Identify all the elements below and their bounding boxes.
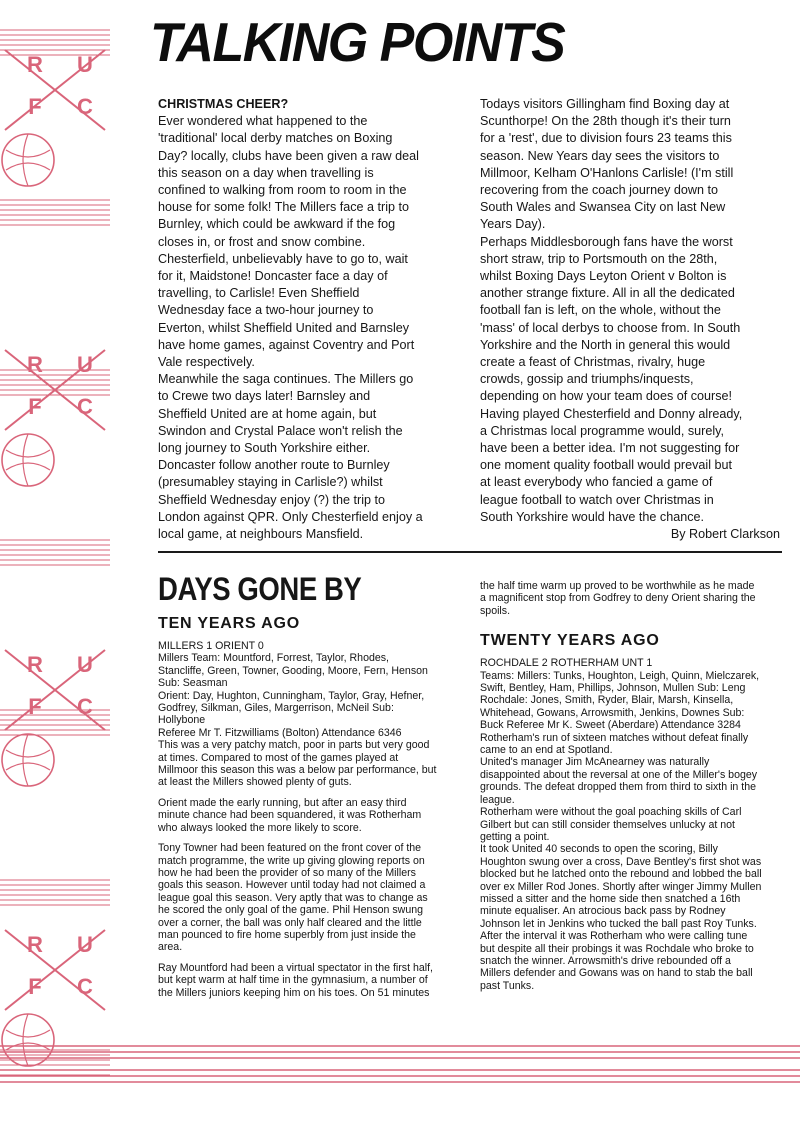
text-line: football fan is left, on the whole, without the [480, 303, 721, 318]
continued-paragraph: the half time warm up proved to be worthwhile as he made a magnificent stop from Godfrey to deny Orient sharing the spoils. [480, 580, 756, 617]
section-divider [158, 551, 782, 553]
text-line: season. New Years day sees the visitors to [480, 148, 720, 163]
text-line: for a 'rest', due to division fours 23 teams this [480, 131, 732, 146]
crest-pattern-svg [0, 0, 110, 1137]
crest-letter: R [27, 352, 43, 377]
text-line: local game, at neighbours Mansfield. [158, 527, 364, 542]
ten-years-ago-heading: TEN YEARS AGO [158, 615, 300, 632]
text-line: Perhaps Middlesborough fans have the worst [480, 234, 733, 249]
text-line: one moment quality football would prevail but [480, 458, 733, 473]
text-line: recovering from the coach journey down to [480, 183, 719, 198]
text-line: have home games, against Coventry and Port [158, 337, 415, 352]
text-line: Having played Chesterfield and Donny already, [480, 406, 743, 421]
crest-letter: U [77, 932, 93, 957]
crest-letter: R [27, 652, 43, 677]
text-line: Todays visitors Gillingham find Boxing day at [480, 97, 730, 111]
page-title: TALKING POINTS [150, 12, 565, 74]
text-line: Yorkshire and the North in general this would [480, 337, 731, 352]
text-line: Swindon and Crystal Palace won't relish the [158, 423, 403, 438]
text-line: house for some folk! The Millers face a trip to [158, 200, 410, 215]
ten-years-paragraph: Ray Mountford had been a virtual spectator in the first half, but kept warm at half time in the gymnasium, a number of the Millers juniors keeping him on his toes. On 51 minutes [158, 961, 433, 999]
text-line: London against QPR. Only Chesterfield enjoy a [158, 509, 423, 524]
text-line: Meanwhile the saga continues. The Millers go [158, 372, 414, 387]
text-line: Chesterfield, unbelievably have to go to, wait [158, 251, 408, 266]
crest-letter: R [27, 932, 43, 957]
crest-letter: U [77, 52, 93, 77]
text-line: Millmoor, Kelham O'Hanlons Carlisle! (I'm still [480, 165, 734, 180]
text-line: to Crewe two days later! Barnsley and [158, 389, 371, 404]
text-line: Years Day). [480, 217, 546, 232]
crest-letter: F [28, 974, 42, 999]
crest-letter: C [77, 394, 93, 419]
text-line: a Christmas local programme would, surely, [480, 423, 725, 438]
text-line: confined to walking from room to room in the [158, 183, 407, 198]
text-line: Day? locally, clubs have been given a raw deal [158, 148, 419, 163]
talking-points-left-text [158, 113, 460, 543]
crest-logo [2, 650, 105, 786]
text-line: Sheffield Wednesday enjoy (?) the trip to [158, 492, 386, 507]
text-line: at least everybody who fancied a game of [480, 475, 713, 490]
crest-logo [2, 50, 105, 186]
text-line: another strange fixture. All in all the dedicated [480, 286, 735, 301]
byline: By Robert Clarkson [670, 527, 780, 542]
crest-letter: C [77, 974, 93, 999]
section-heading: CHRISTMAS CHEER? [158, 97, 289, 111]
text-line: for it, Maidstone! Doncaster face a day of [158, 269, 388, 284]
crest-letter: F [28, 394, 42, 419]
twenty-years-ago-heading: TWENTY YEARS AGO [480, 632, 660, 650]
text-line: Vale respectively. [158, 355, 255, 370]
text-line: 'traditional' local derby matches on Boxing [158, 131, 393, 146]
talking-points-right-text [480, 96, 780, 526]
text-line: Ever wondered what happened to the [158, 114, 368, 129]
text-line: league football to watch over Christmas in [480, 492, 714, 507]
twenty-years-ago-column [480, 580, 772, 1000]
text-line: long journey to South Yorkshire either. [158, 441, 371, 456]
text-line: create a feast of Christmas, rivalry, huge [480, 355, 706, 370]
text-line: South Yorkshire would have the chance. [480, 509, 705, 524]
text-line: Doncaster follow another route to Burnley [158, 458, 390, 473]
ten-years-paragraph: MILLERS 1 ORIENT 0 Millers Team: Mountford, Forrest, Taylor, Rhodes, Stancliffe, Green, Towner, Gooding, Moore, Fern, Henson Sub: Seasman Orient: Day, Hughton, Cunningham, Taylor, Gray, Hefner, Godfrey, Silkman, Giles, Margerrison, McNeil Sub: Hollybone Referee Mr T. Fitzwilliams (Bolton) Attendance 6346 This was a very patchy match, poor in parts but very good at times. Compared to most of the games played at Millmoor this season this was a below par performance, but at least the Millers showed plenty of guts. [158, 640, 437, 789]
text-line: Scunthorpe! On the 28th though it's their turn [480, 114, 731, 129]
text-line: Burnley, which could be awkward if the fog [158, 217, 396, 232]
text-line: Sheffield United are at home again, but [158, 406, 377, 421]
ten-years-ago-column [158, 614, 450, 1007]
crest-letter: C [77, 694, 93, 719]
talking-points-right-column [480, 96, 780, 543]
text-line: Wednesday face a two-hour journey to [158, 303, 374, 318]
text-line: depending on how your team does of course! [480, 389, 733, 404]
text-line: travelling, to Carlisle! Even Sheffield [158, 286, 360, 301]
bottom-decorative-lines [0, 1040, 800, 1100]
crest-letter: R [27, 52, 43, 77]
text-line: whilst Boxing Days Leyton Orient v Bolton is [480, 269, 727, 284]
text-line: have been a better idea. I'm not suggesting for [480, 441, 740, 456]
crest-letter: U [77, 352, 93, 377]
left-border-crest-pattern [0, 0, 110, 1137]
text-line: Everton, whilst Sheffield United and Barnsley [158, 320, 410, 335]
text-line: (presumabley staying in Carlisle?) whilst [158, 475, 383, 490]
crest-letter: F [28, 94, 42, 119]
days-gone-by-title: DAYS GONE BY [158, 571, 362, 607]
crest-letter: C [77, 94, 93, 119]
ten-years-paragraph: Tony Towner had been featured on the front cover of the match programme, the write up giving glowing reports on how he had been the provider of so many of the Millers goals this season. However until today had not claimed a league goal this season. Very aptly that was to change as he scored the only goal of the game. Phil Henson swung over a corner, the ball was only half cleared and the little man pounced to fire home superbly from just inside the area. [158, 842, 428, 954]
crest-letter: U [77, 652, 93, 677]
ten-years-paragraph: Orient made the early running, but after an easy third minute chance had been squandered, it was Rotherham who always looked the more likely to score. [158, 796, 422, 834]
twenty-years-body: ROCHDALE 2 ROTHERHAM UNT 1 Teams: Millers: Tunks, Houghton, Leigh, Quinn, Mielczarek, Swift, Bentley, Ham, Phillips, Johnson, Mullen Sub: Leng Rochdale: Jones, Smith, Ryder, Blair, Marsh, Kinsella, Whitehead, Gowans, Arrowsmith, Jenkins, Downes Sub: Buck Referee Mr K. Sweet (Aberdare) Attendance 3284 Rotherham's run of sixteen matches without defeat finally came to an end at Spotland. United's manager Jim McAnearney was naturally disappointed about the reversal at one of the Miller's bogey grounds. The defeat dropped them from third to sixth in the league. Rotherham were without the goal poaching skills of Carl Gilbert but can still consider themselves unlucky at not getting a point. It took United 40 seconds to open the scoring, Billy Houghton swung over a cross, Dave Bentley's first shot was blocked but he latched onto the rebound and lobbed the ball over ex Miller Rod Jones. Shortly after winger Jimmy Mullen missed a sitter and the home side then snatched a 16th minute equaliser. An atrocious back pass by Rodney Johnson let in Jenkins who tucked the ball past Roy Tunks. After the interval it was Rotherham who were calling tune but despite all their probings it was Rochdale who broke to snatch the winner. Arrowsmith's drive rebounded off a Millers defender and Gowans was on hand to stab the ball past Tunks. [480, 657, 762, 992]
text-line: South Wales and Swansea City on last New [480, 200, 726, 215]
text-line: short straw, trip to Portsmouth on the 28th, [480, 251, 718, 266]
text-line: closes in, or frost and snow combine. [158, 234, 366, 249]
crest-letter: F [28, 694, 42, 719]
talking-points-left-column [158, 96, 460, 543]
text-line: this season on a day when travelling is [158, 165, 374, 180]
text-line: crowds, gossip and triumphs/inquests, [480, 372, 694, 387]
text-line: 'mass' of local derbys to choose from. In South [480, 320, 741, 335]
